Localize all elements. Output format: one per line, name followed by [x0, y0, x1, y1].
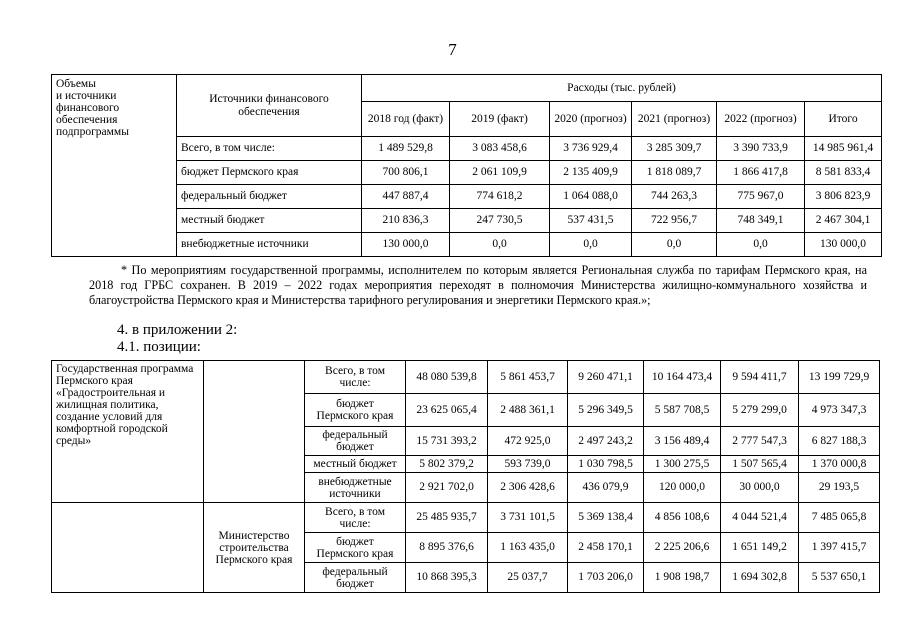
cell: 3 806 823,9 — [805, 185, 882, 209]
cell: 3 736 929,4 — [550, 137, 632, 161]
cell: 1 866 417,8 — [717, 161, 805, 185]
subsection-heading: 4.1. позиции: — [117, 339, 201, 355]
cell: 5 296 349,5 — [568, 394, 644, 427]
year-header: 2018 год (факт) — [362, 102, 450, 137]
cell: 700 806,1 — [362, 161, 450, 185]
row-label: внебюджетные источники — [177, 233, 362, 257]
row-label: федеральный бюджет — [177, 185, 362, 209]
cell: 9 594 411,7 — [721, 361, 799, 394]
cell: 2 135 409,9 — [550, 161, 632, 185]
cell: 3 390 733,9 — [717, 137, 805, 161]
cell: 1 030 798,5 — [568, 456, 644, 473]
cell: 1 651 149,2 — [721, 533, 799, 563]
cell: 1 507 565,4 — [721, 456, 799, 473]
cell: 1 694 302,8 — [721, 563, 799, 593]
cell: 130 000,0 — [805, 233, 882, 257]
table-row — [52, 137, 882, 161]
cell: 4 856 108,6 — [644, 503, 721, 533]
cell: 447 887,4 — [362, 185, 450, 209]
cell: 1 064 088,0 — [550, 185, 632, 209]
table-row — [52, 233, 882, 257]
row-label: бюджет Пермского края — [177, 161, 362, 185]
cell: 10 164 473,4 — [644, 361, 721, 394]
cell: 6 827 188,3 — [799, 427, 880, 456]
cell: 3 156 489,4 — [644, 427, 721, 456]
cell: 775 967,0 — [717, 185, 805, 209]
cell: 247 730,5 — [450, 209, 550, 233]
table-row — [52, 161, 882, 185]
cell: 5 537 650,1 — [799, 563, 880, 593]
expenses-header: Расходы (тыс. рублей) — [362, 75, 882, 102]
cell: 593 739,0 — [488, 456, 568, 473]
cell: 0,0 — [717, 233, 805, 257]
cell: 2 467 304,1 — [805, 209, 882, 233]
year-header: 2021 (прогноз) — [632, 102, 717, 137]
source-label: Всего, в том числе: — [305, 361, 406, 394]
sources-header: Источники финансового обеспечения — [177, 75, 362, 137]
page-number: 7 — [448, 40, 457, 59]
cell: 2 921 702,0 — [406, 473, 488, 503]
cell: 3 285 309,7 — [632, 137, 717, 161]
cell: 2 458 170,1 — [568, 533, 644, 563]
empty-cell — [52, 503, 204, 593]
cell: 25 485 935,7 — [406, 503, 488, 533]
cell: 5 369 138,4 — [568, 503, 644, 533]
cell: 1 818 089,7 — [632, 161, 717, 185]
cell: 1 370 000,8 — [799, 456, 880, 473]
cell: 1 163 435,0 — [488, 533, 568, 563]
footnote: * По мероприятиям государственной программы, исполнителем по которым является Региональная служба по тарифам Пермского края, на 2018 год ГРБС сохранен. В 2019 – 2022 годах мероприятия переходят в полномочия Министерства жилищно-коммунального хозяйства и благоустройства Пермского края и Министерства тарифного регулирования и энергетики Пермского края.»; — [89, 263, 867, 307]
cell: 2 225 206,6 — [644, 533, 721, 563]
cell: 210 836,3 — [362, 209, 450, 233]
cell: 8 895 376,6 — [406, 533, 488, 563]
table-row — [52, 503, 880, 533]
row-label: местный бюджет — [177, 209, 362, 233]
row-label: Всего, в том числе: — [177, 137, 362, 161]
cell: 7 485 065,8 — [799, 503, 880, 533]
cell: 2 497 243,2 — [568, 427, 644, 456]
cell: 1 703 206,0 — [568, 563, 644, 593]
cell: 5 587 708,5 — [644, 394, 721, 427]
year-header: 2020 (прогноз) — [550, 102, 632, 137]
cell: 2 488 361,1 — [488, 394, 568, 427]
cell: 9 260 471,1 — [568, 361, 644, 394]
financing-table — [51, 74, 882, 257]
cell: 13 199 729,9 — [799, 361, 880, 394]
cell: 0,0 — [550, 233, 632, 257]
program-table — [51, 360, 880, 593]
cell: 5 279 299,0 — [721, 394, 799, 427]
table-row — [52, 209, 882, 233]
table-row — [52, 361, 880, 394]
cell: 5 802 379,2 — [406, 456, 488, 473]
cell: 1 300 275,5 — [644, 456, 721, 473]
year-header: 2019 (факт) — [450, 102, 550, 137]
cell: 4 044 521,4 — [721, 503, 799, 533]
cell: 130 000,0 — [362, 233, 450, 257]
source-label: бюджет Пермского края — [305, 394, 406, 427]
cell: 15 731 393,2 — [406, 427, 488, 456]
year-header: Итого — [805, 102, 882, 137]
corner-label: Объемы и источники финансового обеспечения подпрограммы — [52, 75, 177, 257]
source-label: внебюджетные источники — [305, 473, 406, 503]
cell: 120 000,0 — [644, 473, 721, 503]
cell: 1 489 529,8 — [362, 137, 450, 161]
cell: 5 861 453,7 — [488, 361, 568, 394]
cell: 0,0 — [632, 233, 717, 257]
section-heading: 4. в приложении 2: — [117, 322, 238, 338]
cell: 722 956,7 — [632, 209, 717, 233]
cell: 30 000,0 — [721, 473, 799, 503]
ministry-name: Министерство строительства Пермского края — [204, 503, 305, 593]
cell: 8 581 833,4 — [805, 161, 882, 185]
empty-cell — [204, 361, 305, 503]
cell: 1 908 198,7 — [644, 563, 721, 593]
cell: 436 079,9 — [568, 473, 644, 503]
cell: 48 080 539,8 — [406, 361, 488, 394]
cell: 14 985 961,4 — [805, 137, 882, 161]
cell: 10 868 395,3 — [406, 563, 488, 593]
cell: 2 777 547,3 — [721, 427, 799, 456]
cell: 0,0 — [450, 233, 550, 257]
cell: 29 193,5 — [799, 473, 880, 503]
cell: 25 037,7 — [488, 563, 568, 593]
cell: 1 397 415,7 — [799, 533, 880, 563]
source-label: федеральный бюджет — [305, 427, 406, 456]
cell: 2 061 109,9 — [450, 161, 550, 185]
table-row — [52, 185, 882, 209]
year-header: 2022 (прогноз) — [717, 102, 805, 137]
cell: 4 973 347,3 — [799, 394, 880, 427]
cell: 472 925,0 — [488, 427, 568, 456]
cell: 537 431,5 — [550, 209, 632, 233]
cell: 774 618,2 — [450, 185, 550, 209]
cell: 23 625 065,4 — [406, 394, 488, 427]
cell: 744 263,3 — [632, 185, 717, 209]
source-label: местный бюджет — [305, 456, 406, 473]
cell: 3 731 101,5 — [488, 503, 568, 533]
cell: 748 349,1 — [717, 209, 805, 233]
source-label: федеральный бюджет — [305, 563, 406, 593]
cell: 2 306 428,6 — [488, 473, 568, 503]
source-label: бюджет Пермского края — [305, 533, 406, 563]
program-name: Государственная программа Пермского края «Градостроительная и жилищная политика, создание условий для комфортной городской среды» — [52, 361, 204, 503]
cell: 3 083 458,6 — [450, 137, 550, 161]
source-label: Всего, в том числе: — [305, 503, 406, 533]
